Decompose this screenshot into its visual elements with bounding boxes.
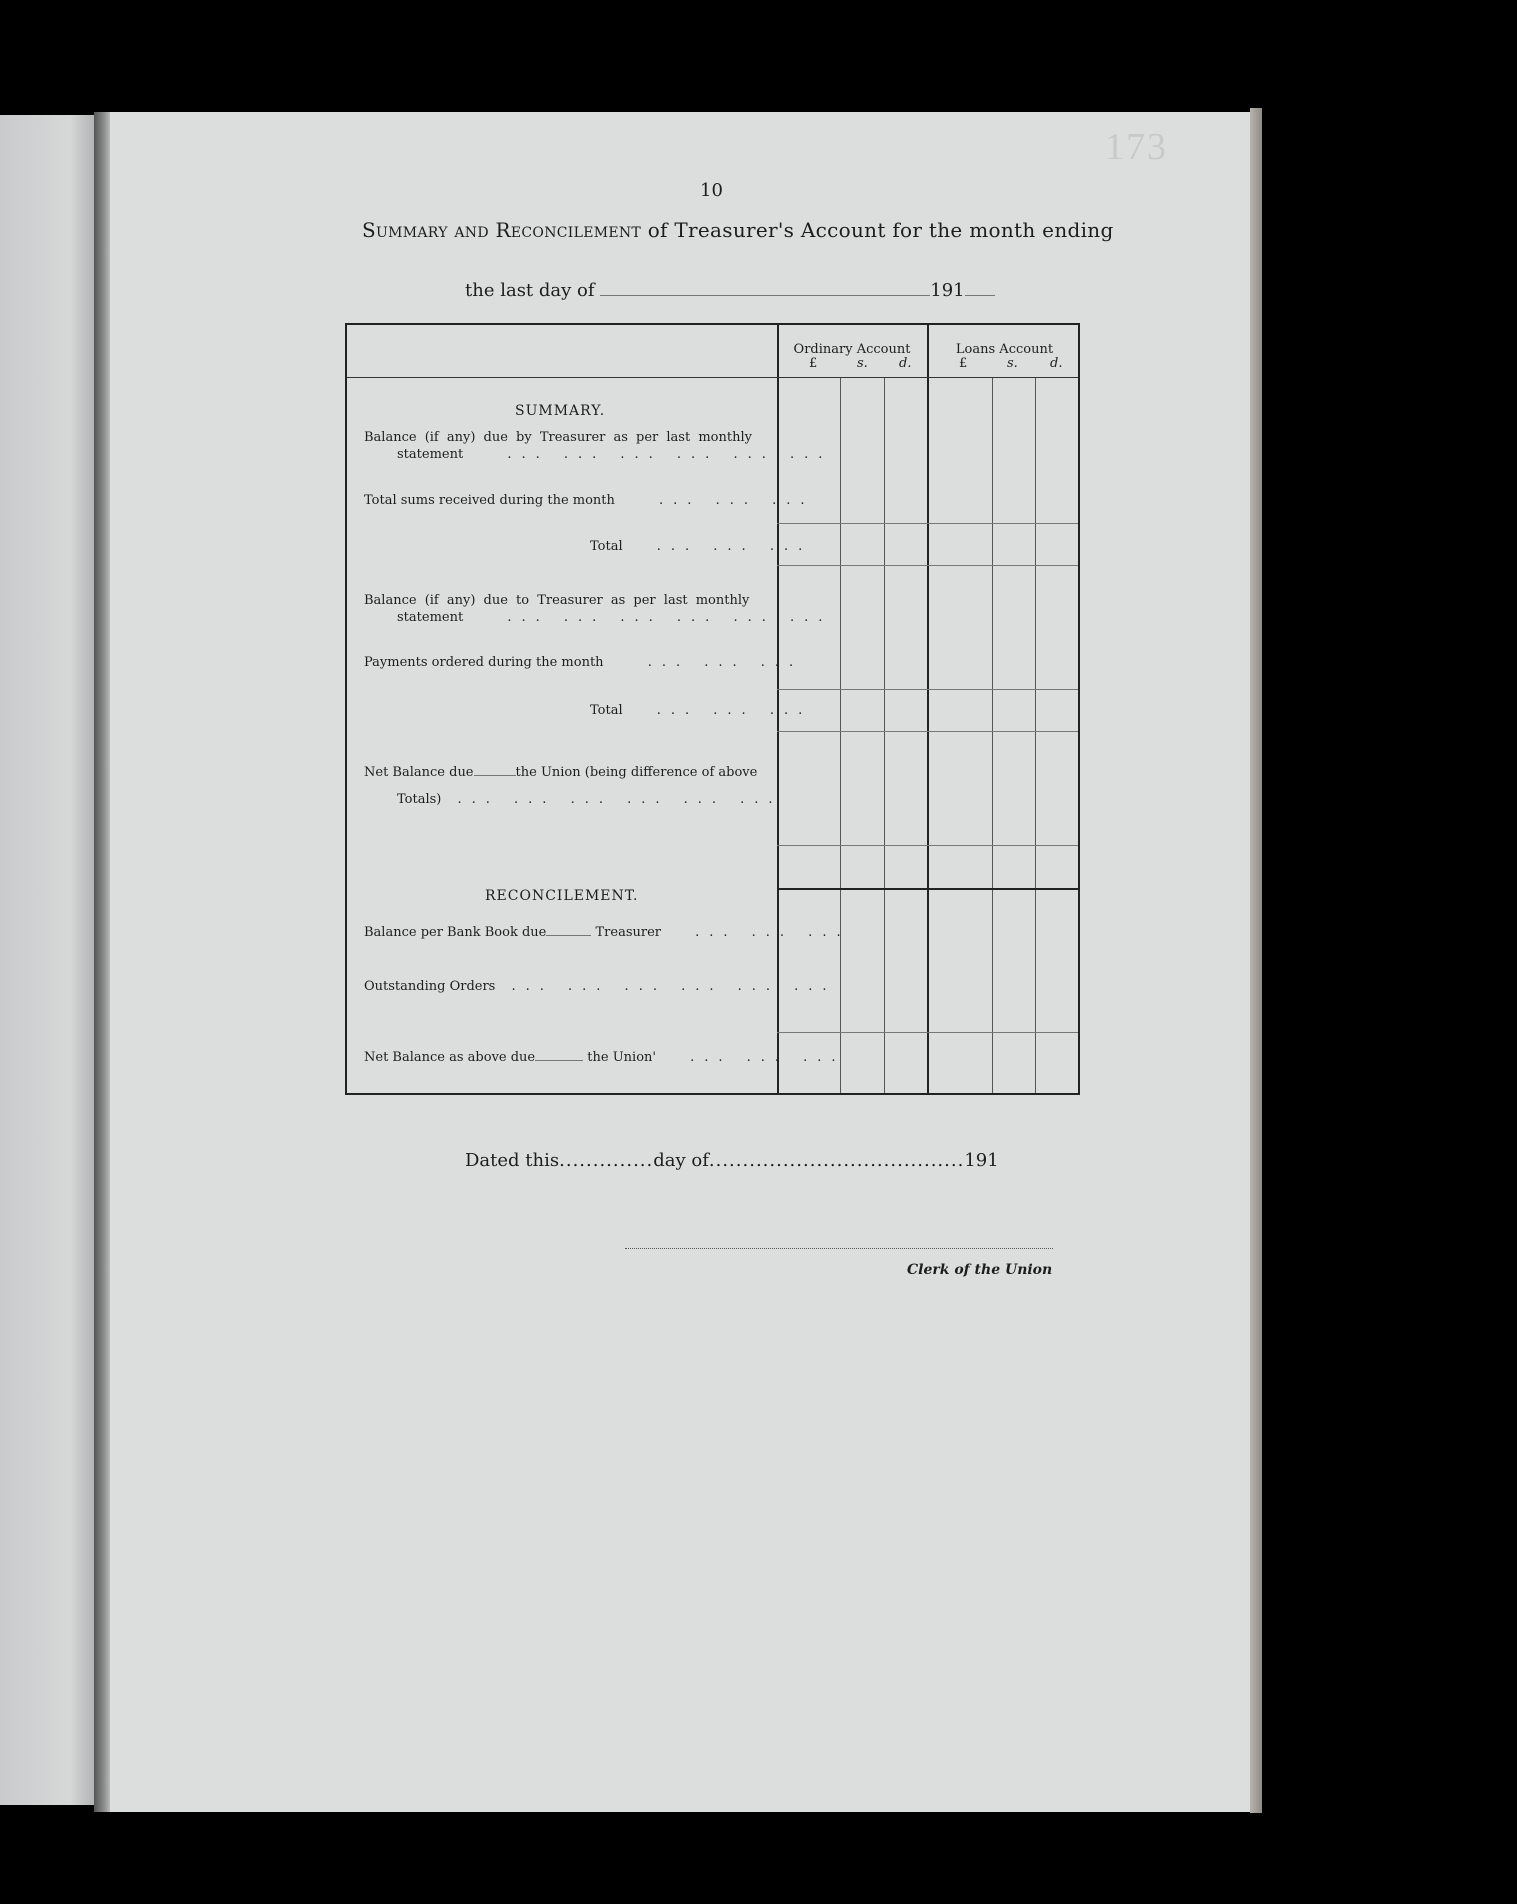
leader-dots: ... ... ... — [656, 539, 813, 554]
unit-shillings: s. — [857, 356, 868, 371]
page-number: 10 — [700, 180, 723, 201]
bank-book-label-b: Treasurer — [595, 925, 661, 940]
page-edge — [1250, 108, 1262, 1813]
page-stamp: 173 — [1105, 126, 1168, 168]
heading-date-prefix: the last day of — [465, 280, 595, 301]
heading-year: 191 — [930, 280, 965, 301]
leader-dots: ... ... ... — [659, 493, 815, 508]
net-balance-line2: Totals) — [397, 792, 442, 807]
net-balance-label-b: the Union (being difference of above — [515, 765, 758, 780]
summary-title: SUMMARY. — [515, 403, 606, 419]
loans-account-header: Loans Account — [955, 342, 1054, 357]
ordinary-account-header: Ordinary Account — [793, 342, 911, 357]
signature-line — [625, 1248, 1053, 1249]
dated-year: 191 — [964, 1150, 999, 1171]
leader-dots: ... ... ... ... ... ... — [507, 447, 833, 462]
outstanding-orders-label: Outstanding Orders — [364, 979, 496, 994]
bank-book-label-a: Balance per Bank Book due — [364, 925, 547, 940]
leader-dots: ... ... ... ... ... ... — [457, 792, 783, 807]
unit-pence: d. — [899, 356, 912, 371]
reconcilement-title: RECONCILEMENT. — [485, 888, 639, 904]
heading-title: Summary and Reconcilement — [362, 218, 642, 242]
leader-dots: ... ... ... — [690, 1050, 846, 1065]
balance-due-to-line2: statement — [397, 610, 464, 625]
leader-dots: ... ... ... — [656, 703, 813, 718]
dated-prefix: Dated this — [465, 1150, 560, 1171]
unit-pounds: £ — [809, 356, 818, 371]
form-heading-line2 — [465, 280, 995, 301]
total-2-label: Total — [590, 703, 623, 718]
payments-ordered-label: Payments ordered during the month — [364, 655, 604, 670]
heading-subtitle: of Treasurer's Account for the month ending — [641, 218, 1114, 242]
unit-pounds: £ — [959, 356, 968, 371]
leader-dots: ... ... ... ... ... ... — [511, 979, 837, 994]
dated-line: Dated this..............day of......................................191 — [465, 1150, 999, 1171]
net-balance-label-a: Net Balance due — [364, 765, 474, 780]
form-heading — [362, 218, 1114, 242]
account-table — [345, 323, 1080, 1095]
clerk-signature-label: Clerk of the Union — [907, 1262, 1053, 1278]
leader-dots: ... ... ... — [695, 925, 851, 940]
net-above-label-b: the Union' — [587, 1050, 656, 1065]
balance-due-to-line1: Balance (if any) due to Treasurer as per last monthly — [364, 593, 750, 608]
book-gutter — [94, 112, 110, 1812]
dated-middle: day of — [653, 1150, 709, 1171]
leader-dots: ... ... ... — [647, 655, 804, 670]
leader-dots: ... ... ... ... ... ... — [507, 610, 833, 625]
balance-due-by-line1: Balance (if any) due by Treasurer as per last monthly — [364, 430, 752, 445]
unit-shillings: s. — [1007, 356, 1018, 371]
net-above-label-a: Net Balance as above due — [364, 1050, 536, 1065]
facing-page — [0, 115, 100, 1805]
unit-pence: d. — [1050, 356, 1063, 371]
total-1-label: Total — [590, 539, 623, 554]
total-received-label: Total sums received during the month — [364, 493, 615, 508]
balance-due-by-line2: statement — [397, 447, 464, 462]
